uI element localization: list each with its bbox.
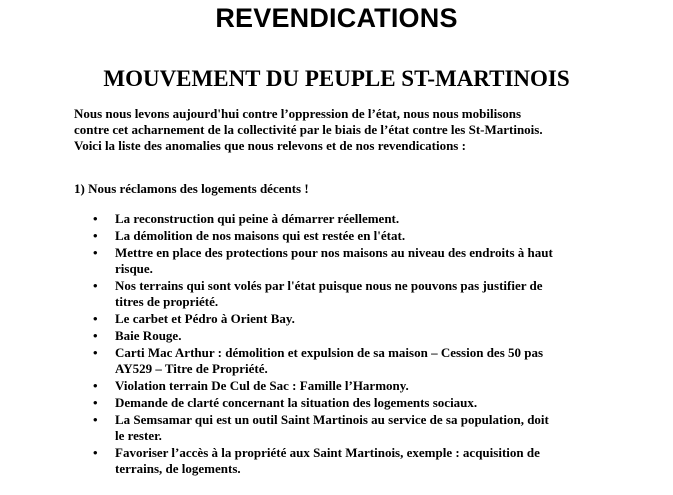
main-title: REVENDICATIONS	[215, 3, 458, 33]
claim-text: le rester.	[115, 428, 162, 443]
intro-paragraph	[74, 106, 634, 154]
claims-list	[93, 211, 593, 478]
claim-item	[93, 278, 593, 310]
claim-text: Carti Mac Arthur : démolition et expulsion de sa maison – Cession des 50 pas	[115, 345, 544, 360]
bullet-icon: •	[93, 395, 98, 410]
claim-item	[93, 412, 593, 444]
bullet-icon: •	[93, 412, 98, 427]
section-heading-housing: 1) Nous réclamons des logements décents !	[74, 181, 309, 196]
claim-text: Le carbet et Pédro à Orient Bay.	[115, 311, 295, 326]
claim-text: Nos terrains qui sont volés par l'état puisque nous ne pouvons pas justifier de	[115, 278, 543, 293]
bullet-icon: •	[93, 211, 98, 226]
claim-text: La démolition de nos maisons qui est restée en l'état.	[115, 228, 406, 243]
claim-text: Violation terrain De Cul de Sac : Famille l’Harmony.	[115, 378, 409, 393]
claim-item	[93, 395, 593, 411]
intro-line: Voici la liste des anomalies que nous relevons et de nos revendications :	[74, 138, 466, 153]
claim-item	[93, 445, 593, 477]
claim-item	[93, 245, 593, 277]
bullet-icon: •	[93, 228, 98, 243]
bullet-icon: •	[93, 245, 98, 260]
claim-text: terrains, de logements.	[115, 461, 241, 476]
claim-text: La reconstruction qui peine à démarrer réellement.	[115, 211, 400, 226]
bullet-icon: •	[93, 328, 98, 343]
claim-text: AY529 – Titre de Propriété.	[115, 361, 268, 376]
claim-item	[93, 228, 593, 244]
bullet-icon: •	[93, 378, 98, 393]
claim-text: titres de propriété.	[115, 294, 219, 309]
bullet-icon: •	[93, 278, 98, 293]
claim-text: Demande de clarté concernant la situation des logements sociaux.	[115, 395, 478, 410]
bullet-icon: •	[93, 445, 98, 460]
claim-item	[93, 378, 593, 394]
claim-item	[93, 328, 593, 344]
claim-item	[93, 211, 593, 227]
intro-line: Nous nous levons aujourd'hui contre l’oppression de l’état, nous nous mobilisons	[74, 106, 522, 121]
claim-item	[93, 345, 593, 377]
bullet-icon: •	[93, 311, 98, 326]
claim-text: La Semsamar qui est un outil Saint Martinois au service de sa population, doit	[115, 412, 549, 427]
claim-text: Favoriser l’accès à la propriété aux Saint Martinois, exemple : acquisition de	[115, 445, 540, 460]
claim-item	[93, 311, 593, 327]
bullet-icon: •	[93, 345, 98, 360]
claim-text: Baie Rouge.	[115, 328, 182, 343]
claim-text: Mettre en place des protections pour nos maisons au niveau des endroits à haut	[115, 245, 553, 260]
movement-title: MOUVEMENT DU PEUPLE ST-MARTINOIS	[103, 66, 570, 91]
claim-text: risque.	[115, 261, 153, 276]
intro-line: contre cet acharnement de la collectivité par le biais de l’état contre les St-Martinois.	[74, 122, 543, 137]
